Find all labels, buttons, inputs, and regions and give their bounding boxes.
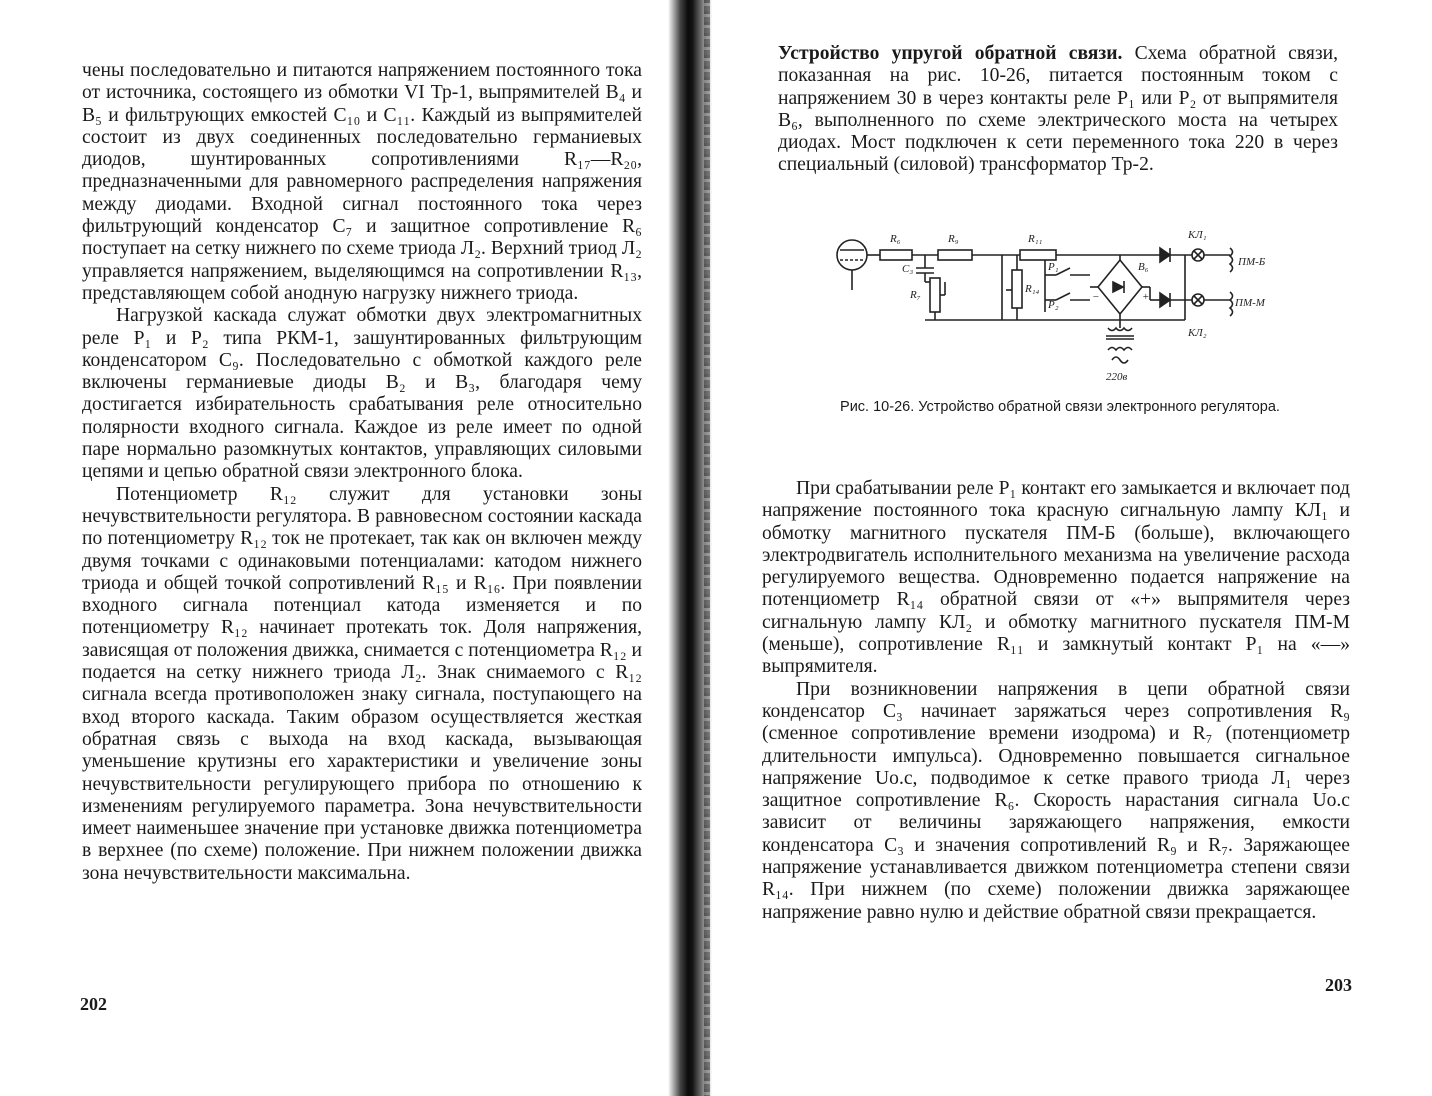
label-b6: B₆ [1138, 261, 1149, 273]
resistor-r9 [938, 250, 972, 260]
label-p1: P₁ [1048, 261, 1059, 273]
label-r9: R₉ [948, 233, 959, 245]
left-page-text [82, 60, 642, 885]
diode-upper [1160, 248, 1170, 262]
section-heading: Устройство упругой обратной связи. [778, 43, 1123, 64]
resistor-r11 [1020, 250, 1056, 260]
circuit-diagram [830, 220, 1266, 390]
label-r7: R₇ [910, 289, 921, 301]
label-r6: R₆ [890, 233, 901, 245]
intro-paragraph [778, 43, 1338, 177]
left-paragraph-1: чены последовательно и питаются напряжением постоянного тока от источника, состоящего из обмотки VI Тр-1, выпрямителей B₄ и B₅ и фильтрующих емкостей C₁₀ и C₁₁. Каждый из выпрямителей состоит из двух соединенных последовательно германиевых диодов, шунтированных сопротивлениями R₁₇—R₂₀, предназначенными для равномерного распределения напряжения между диодами. Входной сигнал постоянного тока через фильтрующий конденсатор C₇ и защитное сопротивление R₆ поступает на сетку нижнего по схеме триода Л₂. Верхний триод Л₂ управляется напряжением, выделяющимся на сопротивлении R₁₃, представляющем собой анодную нагрузку нижнего триода. [82, 60, 642, 304]
right-paragraph-1: При срабатывании реле P₁ контакт его замыкается и включает под напряжение постоянного тока красную сигнальную лампу КЛ₁ и обмотку магнитного пускателя ПМ-Б (больше), включающего электродвигатель исполнительного механизма на увеличение расхода регулируемого вещества. Одновременно подается напряжение на потенциометр R₁₄ обратной связи от «+» выпрямителя через сигнальную лампу КЛ₂ и обмотку магнитного пускателя ПМ-М (меньше), сопротивление R₁₁ и замкнутый контакт P₁ на «—» выпрямителя. [762, 478, 1350, 678]
book-gutter-edge [704, 0, 710, 1096]
right-page-number: 203 [1325, 975, 1352, 995]
label-plus: + [1142, 291, 1150, 303]
intro-text: Схема обратной связи, показанная на рис. 10-26, питается постоянным током с напряжением 30 в через контакты реле P₁ или P₂ от выпрямителя B₆, выполненного по схеме электрического моста на четырех диодах. Мост подключен к сети переменного тока 220 в через специальный (силовой) трансформатор Тр-2. [778, 43, 1338, 176]
coil-pm-m [1230, 292, 1233, 316]
label-220v: 220в [1106, 371, 1128, 383]
label-kl2: КЛ₂ [1188, 327, 1207, 339]
triode-tube [837, 240, 867, 270]
label-r11: R₁₁ [1028, 233, 1043, 245]
left-page-number: 202 [80, 994, 107, 1014]
label-c3: C₃ [902, 263, 914, 275]
coil-pm-b [1230, 248, 1233, 272]
label-p2: P₂ [1048, 299, 1059, 311]
label-kl1: КЛ₁ [1188, 229, 1207, 241]
resistor-r6 [880, 250, 912, 260]
left-paragraph-3: Потенциометр R₁₂ служит для установки зоны нечувствительности регулятора. В равновесном состоянии каскада по потенциометру R₁₂ ток не протекает, так как он включен между двумя точками с одинаковыми потенциалами: катодом нижнего триода и общей точкой сопротивлений R₁₅ и R₁₆. При появлении входного сигнала потенциал катода изменяется и по потенциометру R₁₂ начинает протекать ток. Доля напряжения, зависящая от положения движка, снимается с потенциометра R₁₂ и подается на сетку нижнего триода Л₂. Знак снимаемого с R₁₂ сигнала всегда противоположен знаку сигнала, поступающего на вход второго каскада. Таким образом осуществляется жесткая обратная связь с выхода на вход каскада, вызывающая уменьшение крутизны его характеристики и увеличение зоны нечувствительности регулирующего прибора по отношению к изменениям регулируемого параметра. Зона нечувствительности имеет наименьшее значение при установке движка потенциометра в верхнее (по схеме) положение. При нижнем положении движка зона нечувствительности максимальна. [82, 483, 642, 884]
right-page-intro [778, 43, 1338, 177]
ac-source-icon [1112, 357, 1128, 363]
label-r14: R₁₄ [1025, 283, 1040, 295]
circuit-svg [830, 220, 1266, 390]
right-page-text [762, 478, 1350, 924]
resistor-r7 [930, 278, 940, 312]
left-paragraph-2: Нагрузкой каскада служат обмотки двух электромагнитных реле P₁ и P₂ типа РКМ-1, зашунтированных фильтрующим конденсатором C₉. Последовательно с обмоткой каждого реле включены германиевые диоды B₂ и B₃, благодаря чему достигается избирательность срабатывания реле относительно полярности входного сигнала. Каждое из реле имеет по одной паре нормально разомкнутых контактов, управляющих силовыми цепями и цепью обратной связи электронного блока. [82, 305, 642, 483]
label-pm-b: ПМ-Б [1238, 256, 1266, 268]
label-pm-m: ПМ-М [1235, 297, 1265, 309]
resistor-r14 [1012, 270, 1022, 308]
diode-lower [1160, 293, 1170, 307]
transformer-tr2 [1108, 328, 1132, 331]
label-minus: − [1092, 291, 1100, 303]
figure-caption: Рис. 10-26. Устройство обратной связи электронного регулятора. [840, 399, 1280, 415]
right-paragraph-2: При возникновении напряжения в цепи обратной связи конденсатор C₃ начинает заряжаться через сопротивления R₉ (сменное сопротивление времени изодрома) и R₇ (потенциометр длительности импульса). Одновременно повышается сигнальное напряжение Uо.с, подводимое к сетке правого триода Л₁ через защитное сопротивление R₆. Скорость нарастания сигнала Uо.с зависит от величины заряжающего напряжения, емкости конденсатора C₃ и значения сопротивлений R₉ и R₇. Заряжающее напряжение устанавливается движком потенциометра степени связи R₁₄. При нижнем (по схеме) положении движка заряжающее напряжение равно нулю и действие обратной связи прекращается. [762, 678, 1350, 923]
